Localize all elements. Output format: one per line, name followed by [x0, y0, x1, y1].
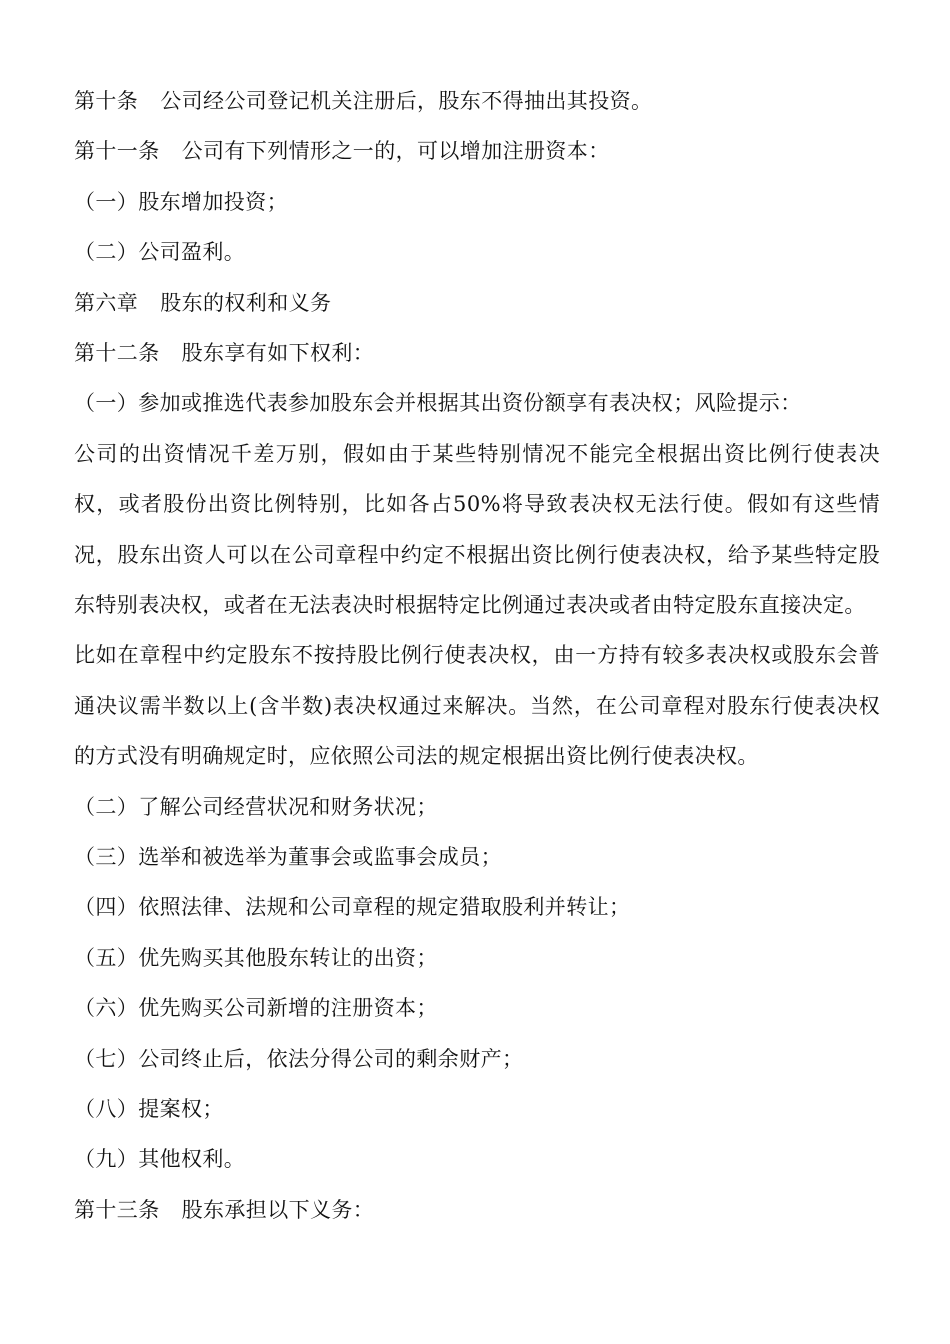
article-12-heading: 第十二条 — [74, 340, 160, 365]
chapter-6-heading: 第六章 — [74, 290, 139, 315]
article-12-item-8: （八）提案权； — [74, 1096, 224, 1121]
article-12-item-6: （六）优先购买公司新增的注册资本； — [74, 996, 438, 1021]
article-11-item-2: （二）公司盈利。 — [74, 240, 246, 265]
article-12-item-9: （九）其他权利。 — [74, 1147, 246, 1172]
article-13-heading: 第十三条 — [74, 1197, 160, 1222]
article-12-item-2: （二）了解公司经营状况和财务状况； — [74, 794, 438, 819]
article-12 — [74, 328, 880, 378]
article-10-heading: 第十条 — [74, 89, 139, 113]
risk-note-paragraph-2: 比如在章程中约定股东不按持股比例行使表决权，由一方持有较多表决权或股东会普通决议需半数以上(含半数)表决权通过来解决。当然，在公司章程对股东行使表决权的方式没有明确规定时，应依照公司法的规定根据出资比例行使表决权。 — [74, 643, 880, 769]
article-10 — [74, 76, 880, 126]
chapter-6 — [74, 278, 880, 328]
article-12-item-4: （四）依照法律、法规和公司章程的规定猎取股利并转让； — [74, 895, 631, 920]
article-13 — [74, 1185, 880, 1235]
article-11-heading: 第十一条 — [74, 139, 160, 164]
document-page — [74, 76, 880, 1235]
article-11 — [74, 126, 880, 176]
article-13-text: 股东承担以下义务： — [181, 1197, 375, 1222]
article-12-item-3: （三）选举和被选举为董事会或监事会成员； — [74, 844, 502, 869]
risk-note-paragraph-1: 公司的出资情况千差万别，假如由于某些特别情况不能完全根据出资比例行使表决权，或者股份出资比例特别，比如各占50%将导致表决权无法行使。假如有这些情况，股东出资人可以在公司章程中约定不根据出资比例行使表决权，给予某些特定股东特别表决权，或者在无法表决时根据特定比例通过表决或者由特定股东直接决定。 — [74, 441, 880, 617]
article-11-item-1: （一）股东增加投资； — [74, 189, 288, 214]
article-12-item-5: （五）优先购买其他股东转让的出资； — [74, 945, 438, 970]
article-12-item-7: （七）公司终止后，依法分得公司的剩余财产； — [74, 1046, 524, 1071]
article-12-item-1: （一）参加或推选代表参加股东会并根据其出资份额享有表决权；风险提示： — [74, 391, 802, 416]
article-11-text: 公司有下列情形之一的，可以增加注册资本： — [181, 139, 610, 164]
chapter-6-title: 股东的权利和义务 — [160, 290, 332, 315]
article-10-text: 公司经公司登记机关注册后，股东不得抽出其投资。 — [160, 89, 653, 113]
article-12-text: 股东享有如下权利： — [181, 340, 375, 365]
